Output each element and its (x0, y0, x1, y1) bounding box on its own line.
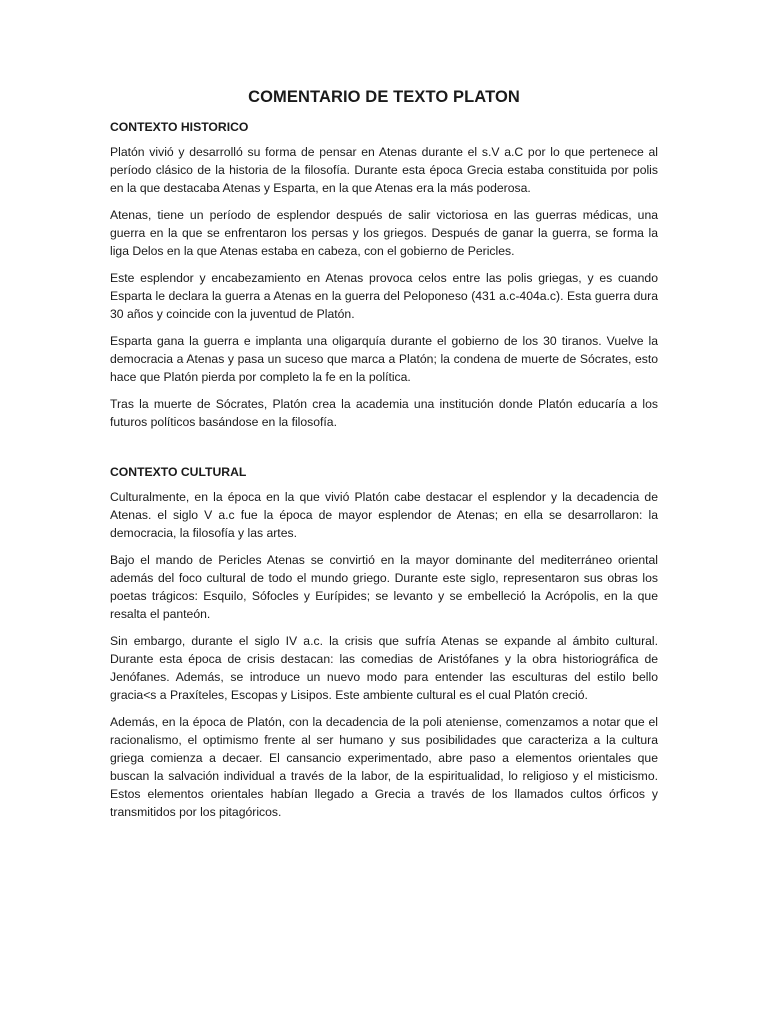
section-heading: CONTEXTO CULTURAL (110, 465, 247, 479)
document-page (110, 88, 658, 830)
paragraph: Culturalmente, en la época en la que vivió Platón cabe destacar el esplendor y la decadencia de Atenas. el siglo V a.c fue la época de mayor esplendor de Atenas; en ella se desarrollaron: la democracia, la filosofía y las artes. (110, 490, 658, 540)
paragraph: Atenas, tiene un período de esplendor después de salir victoriosa en las guerras médicas, una guerra en la que se enfrentaron los persas y los griegos. Después de ganar la guerra, se forma la liga Delos en la que Atenas estaba en cabeza, con el gobierno de Pericles. (110, 208, 658, 258)
paragraph: Bajo el mando de Pericles Atenas se convirtió en la mayor dominante del mediterráneo oriental además del foco cultural de todo el mundo griego. Durante este siglo, representaron sus obras los poetas trágicos: Esquilo, Sófocles y Eurípides; se levanto y se embelleció la Acrópolis, en la que resalta el panteón. (110, 553, 658, 621)
section-spacer (110, 440, 658, 465)
paragraph: Sin embargo, durante el siglo IV a.c. la crisis que sufría Atenas se expande al ámbito cultural. Durante esta época de crisis destacan: las comedias de Aristófanes y la obra historiográfica de Jenófanes. Además, se introduce un nuevo modo para entender las esculturas del estilo bello gracia<s a Praxíteles, Escopas y Lisipos. Este ambiente cultural es el cual Platón creció. (110, 634, 658, 702)
section-cultural-context (110, 465, 658, 821)
paragraph: Tras la muerte de Sócrates, Platón crea la academia una institución donde Platón educaría a los futuros políticos basándose en la filosofía. (110, 397, 658, 429)
paragraph: Platón vivió y desarrolló su forma de pensar en Atenas durante el s.V a.C por lo que pertenece al período clásico de la historia de la filosofía. Durante esta época Grecia estaba constituida por polis en la que destacaba Atenas y Esparta, en la que Atenas era la más poderosa. (110, 145, 658, 195)
section-heading: CONTEXTO HISTORICO (110, 120, 249, 134)
paragraph: Este esplendor y encabezamiento en Atenas provoca celos entre las polis griegas, y es cuando Esparta le declara la guerra a Atenas en la guerra del Peloponeso (431 a.c-404a.c). Esta guerra dura 30 años y coincide con la juventud de Platón. (110, 271, 658, 321)
document-title: COMENTARIO DE TEXTO PLATON (248, 88, 520, 106)
paragraph: Esparta gana la guerra e implanta una oligarquía durante el gobierno de los 30 tiranos. Vuelve la democracia a Atenas y pasa un suceso que marca a Platón; la condena de muerte de Sócrates, esto hace que Platón pierda por completo la fe en la política. (110, 334, 658, 384)
paragraph: Además, en la época de Platón, con la decadencia de la poli ateniense, comenzamos a notar que el racionalismo, el optimismo frente al ser humano y sus posibilidades que caracteriza a la cultura griega comienza a decaer. El cansancio experimentado, abre paso a elementos orientales que buscan la salvación individual a través de la labor, de la espiritualidad, lo religioso y el misticismo. Estos elementos orientales habían llegado a Grecia a través de los llamados cultos órficos y transmitidos por los pitagóricos. (110, 715, 658, 819)
section-historical-context (110, 120, 658, 431)
